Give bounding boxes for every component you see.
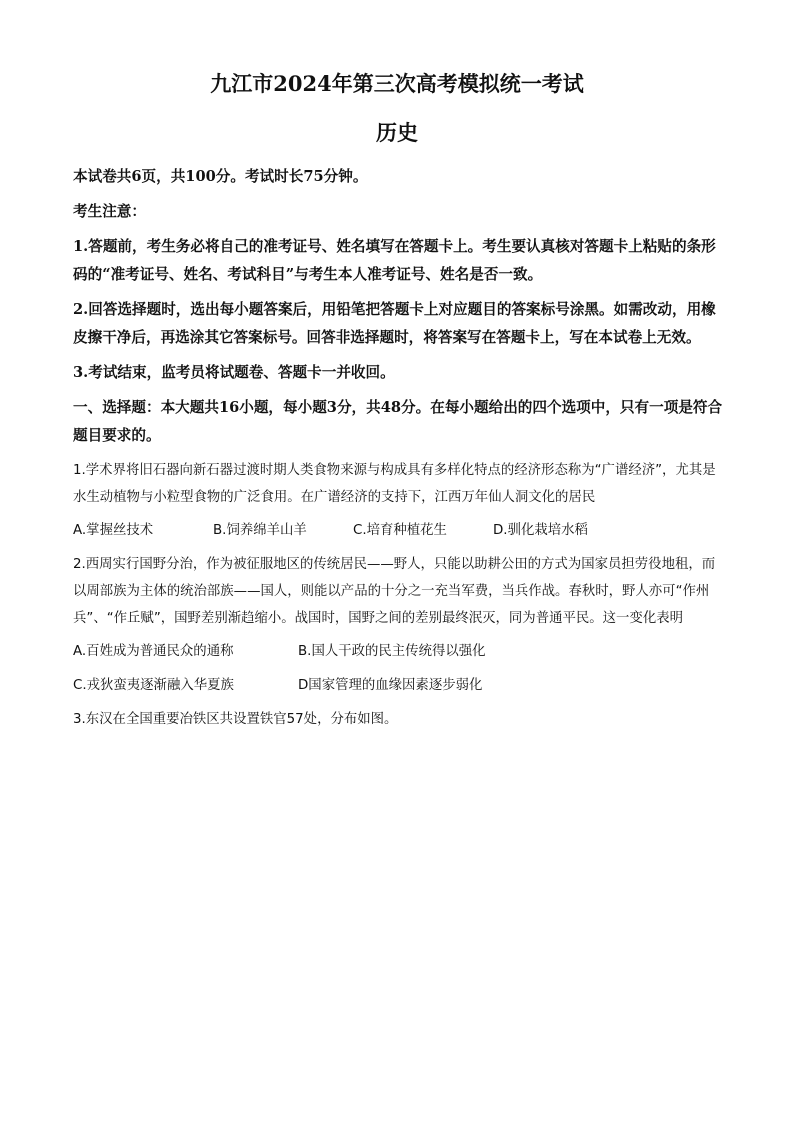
option-d: D.驯化栽培水稻	[493, 523, 588, 538]
option-a: A.掌握丝技术	[73, 523, 154, 538]
notice-item: 2.回答选择题时，选出每小题答案后，用铅笔把答题卡上对应题目的答案标号涂黑。如需改动，用橡皮擦干净后，再选涂其它答案标号。回答非选择题时，将答案写在答题卡上，写在本试卷上无效。	[73, 301, 716, 346]
option-a: A.百姓成为普通民众的通称	[73, 644, 234, 659]
question-stem: 2.西周实行国野分治，作为被征服地区的传统居民——野人，只能以助耕公田的方式为国家员担劳役地租，而以周部族为主体的统治部族——国人，则能以产品的十分之一充当军费，当兵作战。春秋时，野人亦可“作州兵”、“作丘赋”，国野差别渐趋缩小。战国时，国野之间的差别最终泯灭，同为普通平民。这一变化表明	[73, 557, 716, 626]
question-options	[73, 517, 723, 544]
option-d: D国家管理的血缘因素逐步弱化	[298, 678, 483, 693]
option-b: B.国人干政的民主传统得以强化	[298, 644, 486, 659]
question-stem: 1.学术界将旧石器向新石器过渡时期人类食物来源与构成具有多样化特点的经济形态称为“广谱经济”，尤其是水生动植物与小粒型食物的广泛食用。在广谱经济的支持下，江西万年仙人洞文化的居民	[73, 463, 716, 505]
question-options	[73, 672, 723, 699]
option-b: B.饲养绵羊山羊	[213, 523, 307, 538]
notice-heading: 考生注意：	[73, 203, 146, 220]
question-options	[73, 638, 723, 665]
exam-content	[73, 163, 723, 739]
option-c: C.戎狄蛮夷逐渐融入华夏族	[73, 678, 234, 693]
option-c: C.培育种植花生	[353, 523, 447, 538]
notice-item: 3.考试结束，监考员将试题卷、答题卡一并收回。	[73, 364, 395, 381]
subject-title: 历史	[376, 120, 418, 145]
paper-info: 本试卷共6页，共100分。考试时长75分钟。	[73, 168, 368, 185]
notice-item: 1.答题前，考生务必将自己的准考证号、姓名填写在答题卡上。考生要认真核对答题卡上粘贴的条形码的“准考证号、姓名、考试科目”与考生本人准考证号、姓名是否一致。	[73, 238, 716, 283]
exam-title: 九江市2024年第三次高考模拟统一考试	[210, 71, 584, 96]
question-stem: 3.东汉在全国重要冶铁区共设置铁官57处，分布如图。	[73, 712, 398, 727]
section-heading: 一、选择题：本大题共16小题，每小题3分，共48分。在每小题给出的四个选项中，只有一项是符合题目要求的。	[73, 399, 723, 444]
